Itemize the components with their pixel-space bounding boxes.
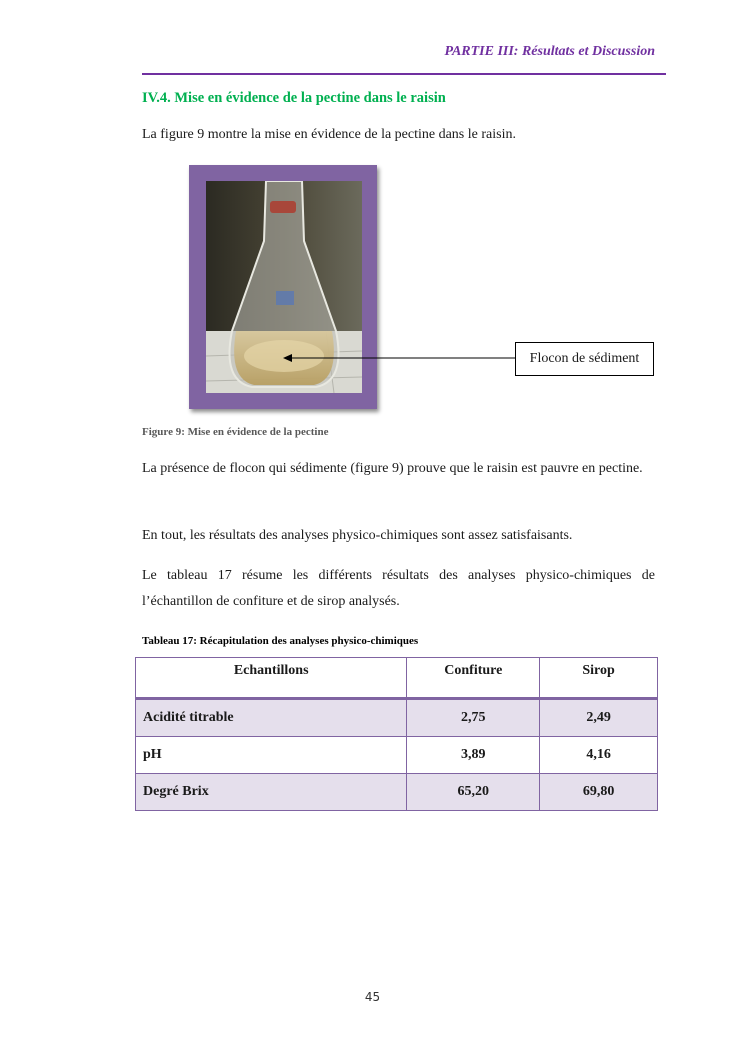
- table-row: [136, 774, 658, 811]
- flask-photo: [206, 181, 362, 393]
- table-cell: 65,20: [407, 774, 540, 811]
- table-row: [136, 699, 658, 737]
- header-divider: [142, 73, 666, 75]
- table-row: [136, 737, 658, 774]
- results-table: [135, 657, 658, 811]
- column-header: Sirop: [540, 658, 658, 699]
- table-cell: 4,16: [540, 737, 658, 774]
- table-caption: Tableau 17: Récapitulation des analyses physico-chimiques: [142, 635, 419, 647]
- paragraph-table-intro: Le tableau 17 résume les différents résultats des analyses physico-chimiques de l’échantillon de confiture et de sirop analysés.: [142, 568, 655, 609]
- table-cell: 69,80: [540, 774, 658, 811]
- column-header: Confiture: [407, 658, 540, 699]
- intro-paragraph: La figure 9 montre la mise en évidence de la pectine dans le raisin.: [142, 127, 516, 142]
- callout-label: Flocon de sédiment: [515, 342, 654, 376]
- table-cell: 3,89: [407, 737, 540, 774]
- section-heading: IV.4. Mise en évidence de la pectine dans le raisin: [142, 90, 446, 106]
- figure-caption: Figure 9: Mise en évidence de la pectine: [142, 426, 329, 438]
- table-cell: 2,75: [407, 699, 540, 737]
- row-label: pH: [136, 737, 407, 774]
- figure-frame: [189, 165, 377, 409]
- row-label: Degré Brix: [136, 774, 407, 811]
- page-number: 45: [364, 990, 381, 1004]
- column-header: Echantillons: [136, 658, 407, 699]
- row-label: Acidité titrable: [136, 699, 407, 737]
- paragraph-summary: En tout, les résultats des analyses physico-chimiques sont assez satisfaisants.: [142, 528, 573, 543]
- page-header-title: PARTIE III: Résultats et Discussion: [444, 44, 655, 59]
- table-cell: 2,49: [540, 699, 658, 737]
- table-header-row: [136, 658, 658, 699]
- paragraph-sediment: La présence de flocon qui sédimente (figure 9) prouve que le raisin est pauvre en pectine.: [142, 461, 643, 476]
